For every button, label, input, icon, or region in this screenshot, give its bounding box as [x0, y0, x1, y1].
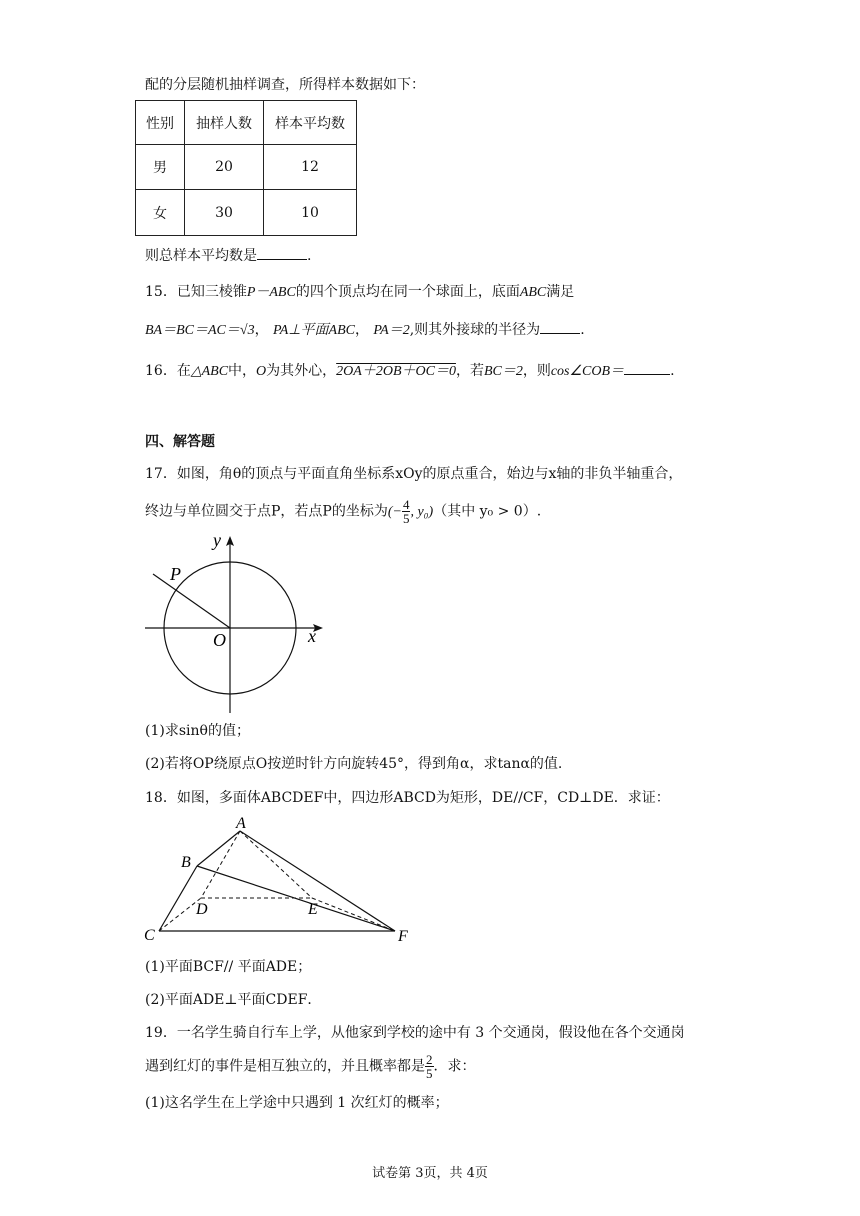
table-cell: 10 [264, 190, 357, 236]
vertex-d-label: D [196, 901, 208, 918]
table-cell: 12 [264, 145, 357, 190]
q19-line2: 遇到红灯的事件是相互独立的，并且概率都是 $\frac{2}{5}$ ．求： [145, 1052, 476, 1081]
q15-line2: BA＝BC＝AC＝√3， PA⊥平面ABC， PA＝2,则其外接球的半径为 . [145, 319, 585, 339]
table-cell: 20 [185, 145, 264, 190]
origin-label: O [213, 630, 226, 650]
fraction: $\frac{4}{5}$ [402, 497, 410, 526]
q17-line1: 17．如图，角θ的顶点与平面直角坐标系xOy的原点重合，始边与x轴的非负半轴重合， [145, 466, 683, 482]
q18-part2: (2)平面ADE⊥平面CDEF． [145, 992, 322, 1008]
q15-line1: 15．已知三棱锥P－ABC的四个顶点均在同一个球面上，底面ABC满足 [145, 284, 575, 300]
intro-line: 配的分层随机抽样调查，所得样本数据如下： [145, 77, 425, 93]
q16-line: 16．在△ABC中，O为其外心，2OA＋2OB＋OC＝0，若BC＝2，则cos∠COB＝ . [145, 360, 675, 380]
q18-part1: (1)平面BCF// 平面ADE； [145, 959, 312, 975]
vertex-c-label: C [144, 927, 155, 944]
fraction: $\frac{2}{5}$ [426, 1052, 433, 1081]
q18-line1: 18．如图，多面体ABCDEF中，四边形ABCD为矩形，DE//CF，CD⊥DE．求证： [145, 790, 670, 806]
vertex-b-label: B [181, 854, 191, 871]
vertex-a-label: A [236, 815, 246, 832]
vertex-e-label: E [308, 901, 318, 918]
y-axis-label: y [213, 530, 221, 550]
q17-part2: (2)若将OP绕原点O按逆时针方向旋转45°，得到角α，求tanα的值. [145, 756, 563, 772]
table-header-cell: 抽样人数 [185, 101, 264, 145]
q14-tail: 则总样本平均数是 . [145, 245, 311, 265]
unit-circle-figure [140, 530, 340, 715]
polyhedron-figure [140, 810, 420, 950]
point-p-label: P [170, 564, 181, 584]
q19-part1: (1)这名学生在上学途中只遇到 1 次红灯的概率； [145, 1095, 449, 1111]
sampling-table [135, 100, 357, 236]
page-footer: 试卷第 3页，共 4页 [372, 1166, 488, 1181]
vertex-f-label: F [398, 928, 408, 945]
x-axis-label: x [308, 626, 316, 646]
table-header-cell: 样本平均数 [264, 101, 357, 145]
q17-part1: (1)求sinθ的值； [145, 723, 250, 739]
table-cell: 30 [185, 190, 264, 236]
table-cell: 男 [136, 145, 185, 190]
q17-line2: 终边与单位圆交于点P，若点P的坐标为(− $\frac{4}{5}$ , y₀)（其中 y₀ > 0）. [145, 497, 542, 526]
table-cell: 女 [136, 190, 185, 236]
section-heading: 四、解答题 [145, 434, 215, 450]
table-header-cell: 性别 [136, 101, 185, 145]
q19-line1: 19．一名学生骑自行车上学，从他家到学校的途中有 3 个交通岗，假设他在各个交通岗 [145, 1025, 685, 1041]
